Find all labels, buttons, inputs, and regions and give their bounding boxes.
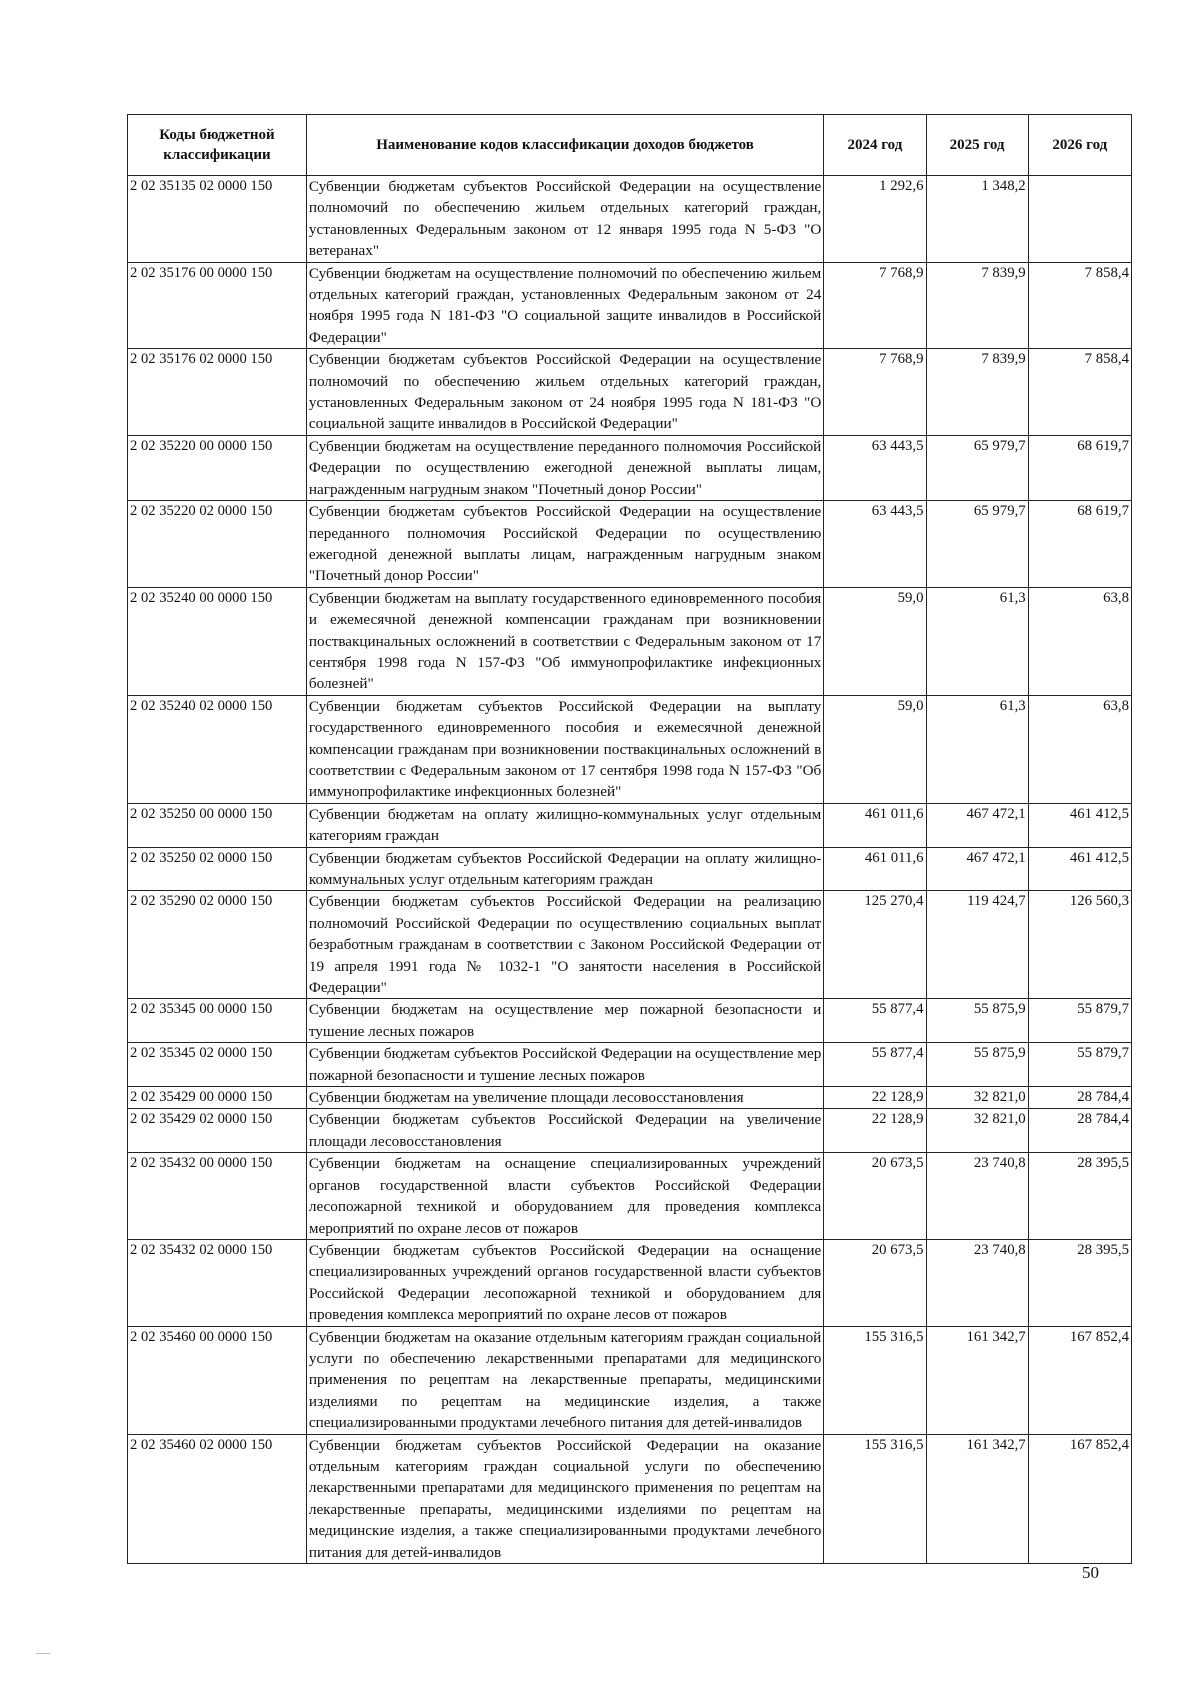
header-2026: 2026 год xyxy=(1028,115,1131,176)
code-cell: 2 02 35429 02 0000 150 xyxy=(128,1109,307,1153)
name-cell: Субвенции бюджетам субъектов Российской Федерации на увеличение площади лесовосстановления xyxy=(306,1109,823,1153)
code-cell: 2 02 35290 02 0000 150 xyxy=(128,891,307,999)
name-cell: Субвенции бюджетам на выплату государственного единовременного пособия и ежемесячной денежной компенсации гражданам при возникновении поствакцинальных осложнений в соответствии с Федеральным законом от 17 сентября 1998 года N 157-ФЗ "Об иммунопрофилактике инфекционных болезней" xyxy=(306,587,823,695)
value-2026-cell: 126 560,3 xyxy=(1028,891,1131,999)
header-name: Наименование кодов классификации доходов бюджетов xyxy=(306,115,823,176)
name-cell: Субвенции бюджетам субъектов Российской Федерации на оказание отдельным категориям граждан социальной услуги по обеспечению лекарственными препаратами для медицинского применения по рецептам на лекарственные препараты, медицинскими изделиями по рецептам на медицинские изделия, а также специализированными продуктами лечебного питания для детей-инвалидов xyxy=(306,1434,823,1563)
value-2026-cell: 7 858,4 xyxy=(1028,262,1131,349)
value-2024-cell: 7 768,9 xyxy=(824,349,926,436)
table-row xyxy=(128,262,1132,349)
value-2025-cell: 161 342,7 xyxy=(926,1326,1028,1434)
table-row xyxy=(128,999,1132,1043)
name-cell: Субвенции бюджетам субъектов Российской Федерации на реализацию полномочий Российской Федерации по осуществлению социальных выплат безработным гражданам в соответствии с Законом Российской Федерации от 19 апреля 1991 года № 1032-1 "О занятости населения в Российской Федерации" xyxy=(306,891,823,999)
value-2024-cell: 155 316,5 xyxy=(824,1326,926,1434)
value-2024-cell: 63 443,5 xyxy=(824,501,926,588)
code-cell: 2 02 35345 00 0000 150 xyxy=(128,999,307,1043)
table-row xyxy=(128,349,1132,436)
name-cell: Субвенции бюджетам субъектов Российской Федерации на осуществление полномочий по обеспечению жильем отдельных категорий граждан, установленных Федеральным законом от 12 января 1995 года N 5-ФЗ "О ветеранах" xyxy=(306,176,823,263)
value-2024-cell: 7 768,9 xyxy=(824,262,926,349)
table-body xyxy=(128,176,1132,1564)
value-2025-cell: 1 348,2 xyxy=(926,176,1028,263)
value-2026-cell: 28 395,5 xyxy=(1028,1239,1131,1326)
table-row xyxy=(128,435,1132,500)
value-2026-cell: 68 619,7 xyxy=(1028,501,1131,588)
table-row xyxy=(128,1434,1132,1563)
value-2024-cell: 461 011,6 xyxy=(824,847,926,891)
name-cell: Субвенции бюджетам на осуществление переданного полномочия Российской Федерации по осуществлению ежегодной денежной выплаты лицам, награжденным нагрудным знаком "Почетный донор России" xyxy=(306,435,823,500)
value-2024-cell: 20 673,5 xyxy=(824,1153,926,1240)
name-cell: Субвенции бюджетам на оснащение специализированных учреждений органов государственной власти субъектов Российской Федерации лесопожарной техникой и оборудованием для проведения комплекса мероприятий по охране лесов от пожаров xyxy=(306,1153,823,1240)
name-cell: Субвенции бюджетам субъектов Российской Федерации на осуществление переданного полномочия Российской Федерации по осуществлению ежегодной денежной выплаты лицам, награжденным нагрудным знаком "Почетный донор России" xyxy=(306,501,823,588)
name-cell: Субвенции бюджетам субъектов Российской Федерации на осуществление полномочий по обеспечению жильем отдельных категорий граждан, установленных Федеральным законом от 24 ноября 1995 года N 181-ФЗ "О социальной защите инвалидов в Российской Федерации" xyxy=(306,349,823,436)
value-2026-cell: 28 784,4 xyxy=(1028,1109,1131,1153)
code-cell: 2 02 35345 02 0000 150 xyxy=(128,1043,307,1087)
value-2025-cell: 61,3 xyxy=(926,587,1028,695)
table-row xyxy=(128,891,1132,999)
header-2025: 2025 год xyxy=(926,115,1028,176)
name-cell: Субвенции бюджетам на оплату жилищно-коммунальных услуг отдельным категориям граждан xyxy=(306,803,823,847)
scan-artifact xyxy=(36,1653,50,1654)
code-cell: 2 02 35432 00 0000 150 xyxy=(128,1153,307,1240)
name-cell: Субвенции бюджетам субъектов Российской Федерации на оплату жилищно-коммунальных услуг отдельным категориям граждан xyxy=(306,847,823,891)
code-cell: 2 02 35220 02 0000 150 xyxy=(128,501,307,588)
table-row xyxy=(128,695,1132,803)
code-cell: 2 02 35460 00 0000 150 xyxy=(128,1326,307,1434)
code-cell: 2 02 35250 02 0000 150 xyxy=(128,847,307,891)
value-2025-cell: 65 979,7 xyxy=(926,435,1028,500)
code-cell: 2 02 35250 00 0000 150 xyxy=(128,803,307,847)
name-cell: Субвенции бюджетам на оказание отдельным категориям граждан социальной услуги по обеспечению лекарственными препаратами для медицинского применения по рецептам на лекарственные препараты, медицинскими изделиями по рецептам на медицинские изделия, а также специализированными продуктами лечебного питания для детей-инвалидов xyxy=(306,1326,823,1434)
value-2025-cell: 55 875,9 xyxy=(926,999,1028,1043)
name-cell: Субвенции бюджетам субъектов Российской Федерации на осуществление мер пожарной безопасности и тушение лесных пожаров xyxy=(306,1043,823,1087)
value-2026-cell: 55 879,7 xyxy=(1028,999,1131,1043)
value-2024-cell: 22 128,9 xyxy=(824,1087,926,1109)
value-2026-cell: 7 858,4 xyxy=(1028,349,1131,436)
table-row xyxy=(128,1043,1132,1087)
value-2025-cell: 65 979,7 xyxy=(926,501,1028,588)
code-cell: 2 02 35220 00 0000 150 xyxy=(128,435,307,500)
value-2024-cell: 20 673,5 xyxy=(824,1239,926,1326)
table-row xyxy=(128,847,1132,891)
value-2025-cell: 467 472,1 xyxy=(926,847,1028,891)
value-2024-cell: 1 292,6 xyxy=(824,176,926,263)
value-2026-cell: 55 879,7 xyxy=(1028,1043,1131,1087)
name-cell: Субвенции бюджетам на осуществление мер пожарной безопасности и тушение лесных пожаров xyxy=(306,999,823,1043)
value-2026-cell: 63,8 xyxy=(1028,695,1131,803)
value-2025-cell: 7 839,9 xyxy=(926,349,1028,436)
table-row xyxy=(128,176,1132,263)
value-2024-cell: 155 316,5 xyxy=(824,1434,926,1563)
name-cell: Субвенции бюджетам субъектов Российской Федерации на выплату государственного единовременного пособия и ежемесячной денежной компенсации гражданам при возникновении поствакцинальных осложнений в соответствии с Федеральным законом от 17 сентября 1998 года N 157-ФЗ "Об иммунопрофилактике инфекционных болезней" xyxy=(306,695,823,803)
name-cell: Субвенции бюджетам на увеличение площади лесовосстановления xyxy=(306,1087,823,1109)
code-cell: 2 02 35240 00 0000 150 xyxy=(128,587,307,695)
table-row xyxy=(128,1153,1132,1240)
value-2024-cell: 59,0 xyxy=(824,695,926,803)
value-2026-cell: 28 395,5 xyxy=(1028,1153,1131,1240)
value-2025-cell: 55 875,9 xyxy=(926,1043,1028,1087)
value-2024-cell: 125 270,4 xyxy=(824,891,926,999)
code-cell: 2 02 35429 00 0000 150 xyxy=(128,1087,307,1109)
value-2025-cell: 61,3 xyxy=(926,695,1028,803)
table-row xyxy=(128,1109,1132,1153)
value-2025-cell: 161 342,7 xyxy=(926,1434,1028,1563)
code-cell: 2 02 35460 02 0000 150 xyxy=(128,1434,307,1563)
value-2025-cell: 119 424,7 xyxy=(926,891,1028,999)
value-2024-cell: 63 443,5 xyxy=(824,435,926,500)
header-code: Коды бюджетной классификации xyxy=(128,115,307,176)
value-2025-cell: 23 740,8 xyxy=(926,1153,1028,1240)
value-2024-cell: 55 877,4 xyxy=(824,1043,926,1087)
name-cell: Субвенции бюджетам на осуществление полномочий по обеспечению жильем отдельных категорий граждан, установленных Федеральным законом от 24 ноября 1995 года N 181-ФЗ "О социальной защите инвалидов в Российской Федерации" xyxy=(306,262,823,349)
value-2026-cell: 28 784,4 xyxy=(1028,1087,1131,1109)
header-2024: 2024 год xyxy=(824,115,926,176)
name-cell: Субвенции бюджетам субъектов Российской Федерации на оснащение специализированных учреждений органов государственной власти субъектов Российской Федерации лесопожарной техникой и оборудованием для проведения комплекса мероприятий по охране лесов от пожаров xyxy=(306,1239,823,1326)
code-cell: 2 02 35432 02 0000 150 xyxy=(128,1239,307,1326)
revenue-classification-table xyxy=(127,114,1132,1564)
table-row xyxy=(128,1239,1132,1326)
table-row xyxy=(128,501,1132,588)
value-2025-cell: 32 821,0 xyxy=(926,1087,1028,1109)
value-2026-cell: 68 619,7 xyxy=(1028,435,1131,500)
value-2026-cell: 167 852,4 xyxy=(1028,1434,1131,1563)
value-2025-cell: 467 472,1 xyxy=(926,803,1028,847)
table-row xyxy=(128,587,1132,695)
table-row xyxy=(128,1326,1132,1434)
code-cell: 2 02 35176 02 0000 150 xyxy=(128,349,307,436)
value-2025-cell: 7 839,9 xyxy=(926,262,1028,349)
page-number: 50 xyxy=(1082,1563,1099,1582)
table-row xyxy=(128,803,1132,847)
value-2024-cell: 59,0 xyxy=(824,587,926,695)
code-cell: 2 02 35135 02 0000 150 xyxy=(128,176,307,263)
code-cell: 2 02 35176 00 0000 150 xyxy=(128,262,307,349)
table-header-row xyxy=(128,115,1132,176)
value-2024-cell: 55 877,4 xyxy=(824,999,926,1043)
value-2026-cell xyxy=(1028,176,1131,263)
value-2025-cell: 32 821,0 xyxy=(926,1109,1028,1153)
value-2026-cell: 167 852,4 xyxy=(1028,1326,1131,1434)
value-2024-cell: 22 128,9 xyxy=(824,1109,926,1153)
value-2024-cell: 461 011,6 xyxy=(824,803,926,847)
value-2026-cell: 461 412,5 xyxy=(1028,847,1131,891)
value-2026-cell: 461 412,5 xyxy=(1028,803,1131,847)
table-row xyxy=(128,1087,1132,1109)
value-2025-cell: 23 740,8 xyxy=(926,1239,1028,1326)
code-cell: 2 02 35240 02 0000 150 xyxy=(128,695,307,803)
value-2026-cell: 63,8 xyxy=(1028,587,1131,695)
